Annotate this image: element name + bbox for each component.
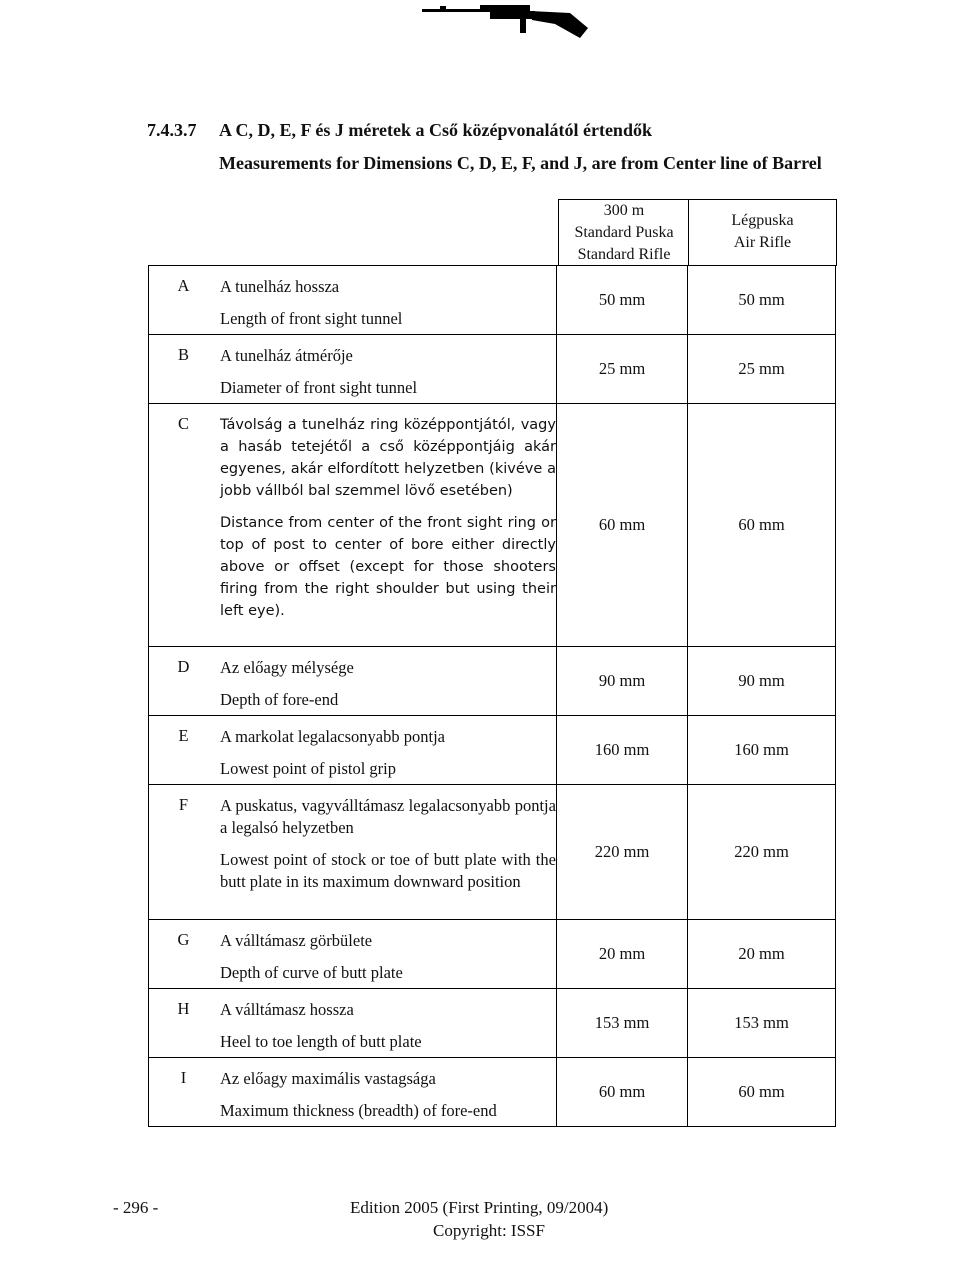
row-desc-hu: A tunelház hossza [220, 277, 340, 296]
row-value-air: 50 mm [688, 266, 836, 335]
row-value-300m: 220 mm [556, 785, 687, 920]
row-value-air: 90 mm [688, 647, 836, 716]
row-letter: B [149, 335, 219, 404]
row-value-air: 153 mm [688, 989, 836, 1058]
section-title-hu: A C, D, E, F és J méretek a Cső középvonalától értendők [219, 120, 652, 140]
section-title-en: Measurements for Dimensions C, D, E, F, and J, are from Center line of Barrel [219, 153, 822, 173]
column-header-air-rifle: Légpuska Air Rifle [688, 199, 837, 266]
dimensions-table [148, 265, 836, 1127]
row-value-air: 220 mm [688, 785, 836, 920]
table-row [149, 920, 836, 989]
row-letter: G [149, 920, 219, 989]
table-row [149, 266, 836, 335]
row-value-air: 60 mm [688, 404, 836, 647]
row-letter: F [149, 785, 219, 920]
row-letter: E [149, 716, 219, 785]
row-value-300m: 60 mm [556, 1058, 687, 1127]
row-desc-hu: A markolat legalacsonyabb pontja [220, 727, 445, 746]
row-letter: H [149, 989, 219, 1058]
table-row [149, 716, 836, 785]
row-desc-en: Heel to toe length of butt plate [220, 1032, 422, 1051]
column-header-300m: 300 m Standard Puska Standard Rifle [558, 199, 689, 266]
table-row [149, 989, 836, 1058]
row-value-300m: 90 mm [556, 647, 687, 716]
row-desc-en: Depth of curve of butt plate [220, 963, 403, 982]
row-desc-hu: A puskatus, vagyválltámasz legalacsonyabb pontja a legalsó helyzetben [220, 796, 556, 837]
table-row [149, 404, 836, 647]
rifle-logo-icon [420, 2, 590, 40]
row-value-air: 20 mm [688, 920, 836, 989]
row-value-300m: 160 mm [556, 716, 687, 785]
row-value-300m: 20 mm [556, 920, 687, 989]
row-desc-en: Distance from center of the front sight ring or top of post to center of bore either directly above or offset (except for those shooters firing from the right shoulder but using their left eye). [220, 515, 556, 619]
row-desc-en: Depth of fore-end [220, 690, 339, 709]
table-row [149, 1058, 836, 1127]
row-desc-en: Lowest point of stock or toe of butt plate with the butt plate in its maximum downward position [220, 850, 556, 891]
table-row [149, 335, 836, 404]
row-desc-hu: A tunelház átmérője [220, 346, 353, 365]
copyright-text: Copyright: ISSF [433, 1221, 545, 1240]
row-value-air: 25 mm [688, 335, 836, 404]
row-value-300m: 25 mm [556, 335, 687, 404]
row-desc-hu: A válltámasz görbülete [220, 931, 373, 950]
table-row [149, 785, 836, 920]
row-desc-en: Lowest point of pistol grip [220, 759, 396, 778]
section-number: 7.4.3.7 [147, 120, 197, 140]
row-letter: D [149, 647, 219, 716]
row-desc-hu: Távolság a tunelház ring középpontjától, vagy a hasáb tetejétől a cső középpontjáig akár egyenes, akár elfordított helyzetben (kivéve a jobb vállból bal szemmel lövő esetében) [220, 417, 556, 499]
row-desc-en: Maximum thickness (breadth) of fore-end [220, 1101, 497, 1120]
row-value-air: 160 mm [688, 716, 836, 785]
row-letter: C [149, 404, 219, 647]
row-value-300m: 60 mm [556, 404, 687, 647]
table-row [149, 647, 836, 716]
row-letter: A [149, 266, 219, 335]
row-desc-en: Diameter of front sight tunnel [220, 378, 418, 397]
row-value-air: 60 mm [688, 1058, 836, 1127]
row-desc-hu: Az előagy maximális vastagsága [220, 1069, 436, 1088]
page-number: - 296 - [113, 1198, 159, 1217]
row-value-300m: 50 mm [556, 266, 687, 335]
edition-text: Edition 2005 (First Printing, 09/2004) [350, 1198, 609, 1217]
row-desc-en: Length of front sight tunnel [220, 309, 403, 328]
row-value-300m: 153 mm [556, 989, 687, 1058]
row-desc-hu: A válltámasz hossza [220, 1000, 354, 1019]
row-desc-hu: Az előagy mélysége [220, 658, 354, 677]
row-letter: I [149, 1058, 219, 1127]
